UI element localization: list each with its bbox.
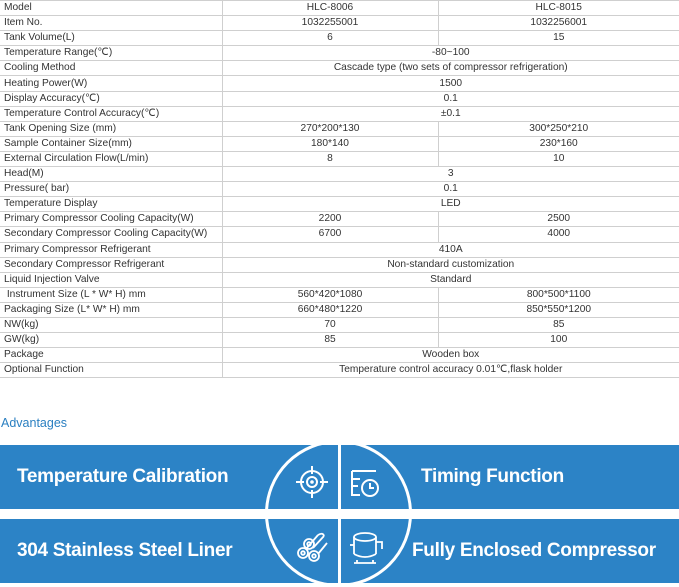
spec-label: Temperature Control Accuracy(℃) <box>0 106 222 121</box>
spec-value-shared: 3 <box>222 167 679 182</box>
spec-row <box>0 136 679 151</box>
spec-value-shared: LED <box>222 197 679 212</box>
spec-value-hlc-8015: 300*250*210 <box>438 121 679 136</box>
spec-value-hlc-8006: 2200 <box>222 212 438 227</box>
advantage-label: Temperature Calibration <box>17 466 229 487</box>
spec-row <box>0 287 679 302</box>
spec-value-hlc-8006: 660*480*1220 <box>222 302 438 317</box>
spec-row <box>0 317 679 332</box>
spec-row <box>0 16 679 31</box>
spec-label: Primary Compressor Cooling Capacity(W) <box>0 212 222 227</box>
spec-value-hlc-8015: 850*550*1200 <box>438 302 679 317</box>
spec-row <box>0 302 679 317</box>
spec-value-shared: -80~100 <box>222 46 679 61</box>
spec-value-hlc-8015: 15 <box>438 31 679 46</box>
spec-label: Temperature Display <box>0 197 222 212</box>
spec-value-hlc-8015: 4000 <box>438 227 679 242</box>
spec-label: Pressure( bar) <box>0 182 222 197</box>
spec-row <box>0 348 679 363</box>
spec-label: Secondary Compressor Refrigerant <box>0 257 222 272</box>
spec-label: Liquid Injection Valve <box>0 272 222 287</box>
spec-label: Secondary Compressor Cooling Capacity(W) <box>0 227 222 242</box>
spec-value-hlc-8006: 6 <box>222 31 438 46</box>
spec-row <box>0 46 679 61</box>
spec-row <box>0 212 679 227</box>
spec-value-shared: 0.1 <box>222 91 679 106</box>
spec-value-hlc-8015: 2500 <box>438 212 679 227</box>
crosshair-icon <box>294 464 330 500</box>
spec-row <box>0 257 679 272</box>
spec-row <box>0 61 679 76</box>
spec-row <box>0 363 679 378</box>
spec-row <box>0 272 679 287</box>
spec-label: Heating Power(W) <box>0 76 222 91</box>
spec-label: GW(kg) <box>0 333 222 348</box>
spec-value-hlc-8015: 85 <box>438 317 679 332</box>
spec-value-shared: Cascade type (two sets of compressor refrigeration) <box>222 61 679 76</box>
spec-label: Model <box>0 1 222 16</box>
spec-label: Display Accuracy(℃) <box>0 91 222 106</box>
spec-value-shared: Wooden box <box>222 348 679 363</box>
spec-row <box>0 242 679 257</box>
spec-label: Packaging Size (L* W* H) mm <box>0 302 222 317</box>
spec-label: Item No. <box>0 16 222 31</box>
spec-value-hlc-8006: 6700 <box>222 227 438 242</box>
advantages-title: Advantages <box>1 416 68 430</box>
spec-label: NW(kg) <box>0 317 222 332</box>
spec-value-hlc-8006: 8 <box>222 151 438 166</box>
center-divider-horizontal <box>266 509 412 519</box>
spec-value-hlc-8015: 100 <box>438 333 679 348</box>
spec-label: External Circulation Flow(L/min) <box>0 151 222 166</box>
spec-label: Cooling Method <box>0 61 222 76</box>
steel-pipes-icon <box>294 528 330 564</box>
spec-value-hlc-8006: 70 <box>222 317 438 332</box>
spec-value-hlc-8006: 1032255001 <box>222 16 438 31</box>
spec-value-shared: Temperature control accuracy 0.01℃,flask holder <box>222 363 679 378</box>
spec-label: Primary Compressor Refrigerant <box>0 242 222 257</box>
spec-label: Tank Volume(L) <box>0 31 222 46</box>
spec-value-hlc-8006: 560*420*1080 <box>222 287 438 302</box>
spec-value-shared: Non-standard customization <box>222 257 679 272</box>
advantage-label: 304 Stainless Steel Liner <box>17 540 233 561</box>
spec-value-hlc-8015: 800*500*1100 <box>438 287 679 302</box>
spec-value-shared: 1500 <box>222 76 679 91</box>
spec-row <box>0 167 679 182</box>
spec-value-hlc-8006: 85 <box>222 333 438 348</box>
spec-label: Optional Function <box>0 363 222 378</box>
spec-table-body <box>0 1 679 378</box>
compressor-icon <box>346 527 386 565</box>
spec-row <box>0 333 679 348</box>
spec-value-hlc-8006: 180*140 <box>222 136 438 151</box>
spec-row <box>0 151 679 166</box>
spec-row <box>0 197 679 212</box>
spec-row <box>0 91 679 106</box>
spec-label: Sample Container Size(mm) <box>0 136 222 151</box>
spec-value-shared: 0.1 <box>222 182 679 197</box>
spec-value-shared: 410A <box>222 242 679 257</box>
advantage-label: Timing Function <box>421 466 564 487</box>
spec-value-hlc-8015: 10 <box>438 151 679 166</box>
spec-label: Tank Opening Size (mm) <box>0 121 222 136</box>
spec-value-hlc-8006: 270*200*130 <box>222 121 438 136</box>
spec-label: Package <box>0 348 222 363</box>
spec-value-hlc-8015: 1032256001 <box>438 16 679 31</box>
spec-row <box>0 76 679 91</box>
spec-row <box>0 1 679 16</box>
spec-row <box>0 227 679 242</box>
spec-row <box>0 121 679 136</box>
spec-value-hlc-8006: HLC-8006 <box>222 1 438 16</box>
spec-row <box>0 182 679 197</box>
spec-value-hlc-8015: 230*160 <box>438 136 679 151</box>
spec-row <box>0 31 679 46</box>
spec-row <box>0 106 679 121</box>
timer-icon <box>346 464 384 500</box>
advantage-label: Fully Enclosed Compressor <box>412 540 656 561</box>
spec-label: Head(M) <box>0 167 222 182</box>
spec-label: Instrument Size (L * W* H) mm <box>0 287 222 302</box>
spec-value-hlc-8015: HLC-8015 <box>438 1 679 16</box>
spec-label: Temperature Range(℃) <box>0 46 222 61</box>
spec-value-shared: ±0.1 <box>222 106 679 121</box>
spec-value-shared: Standard <box>222 272 679 287</box>
